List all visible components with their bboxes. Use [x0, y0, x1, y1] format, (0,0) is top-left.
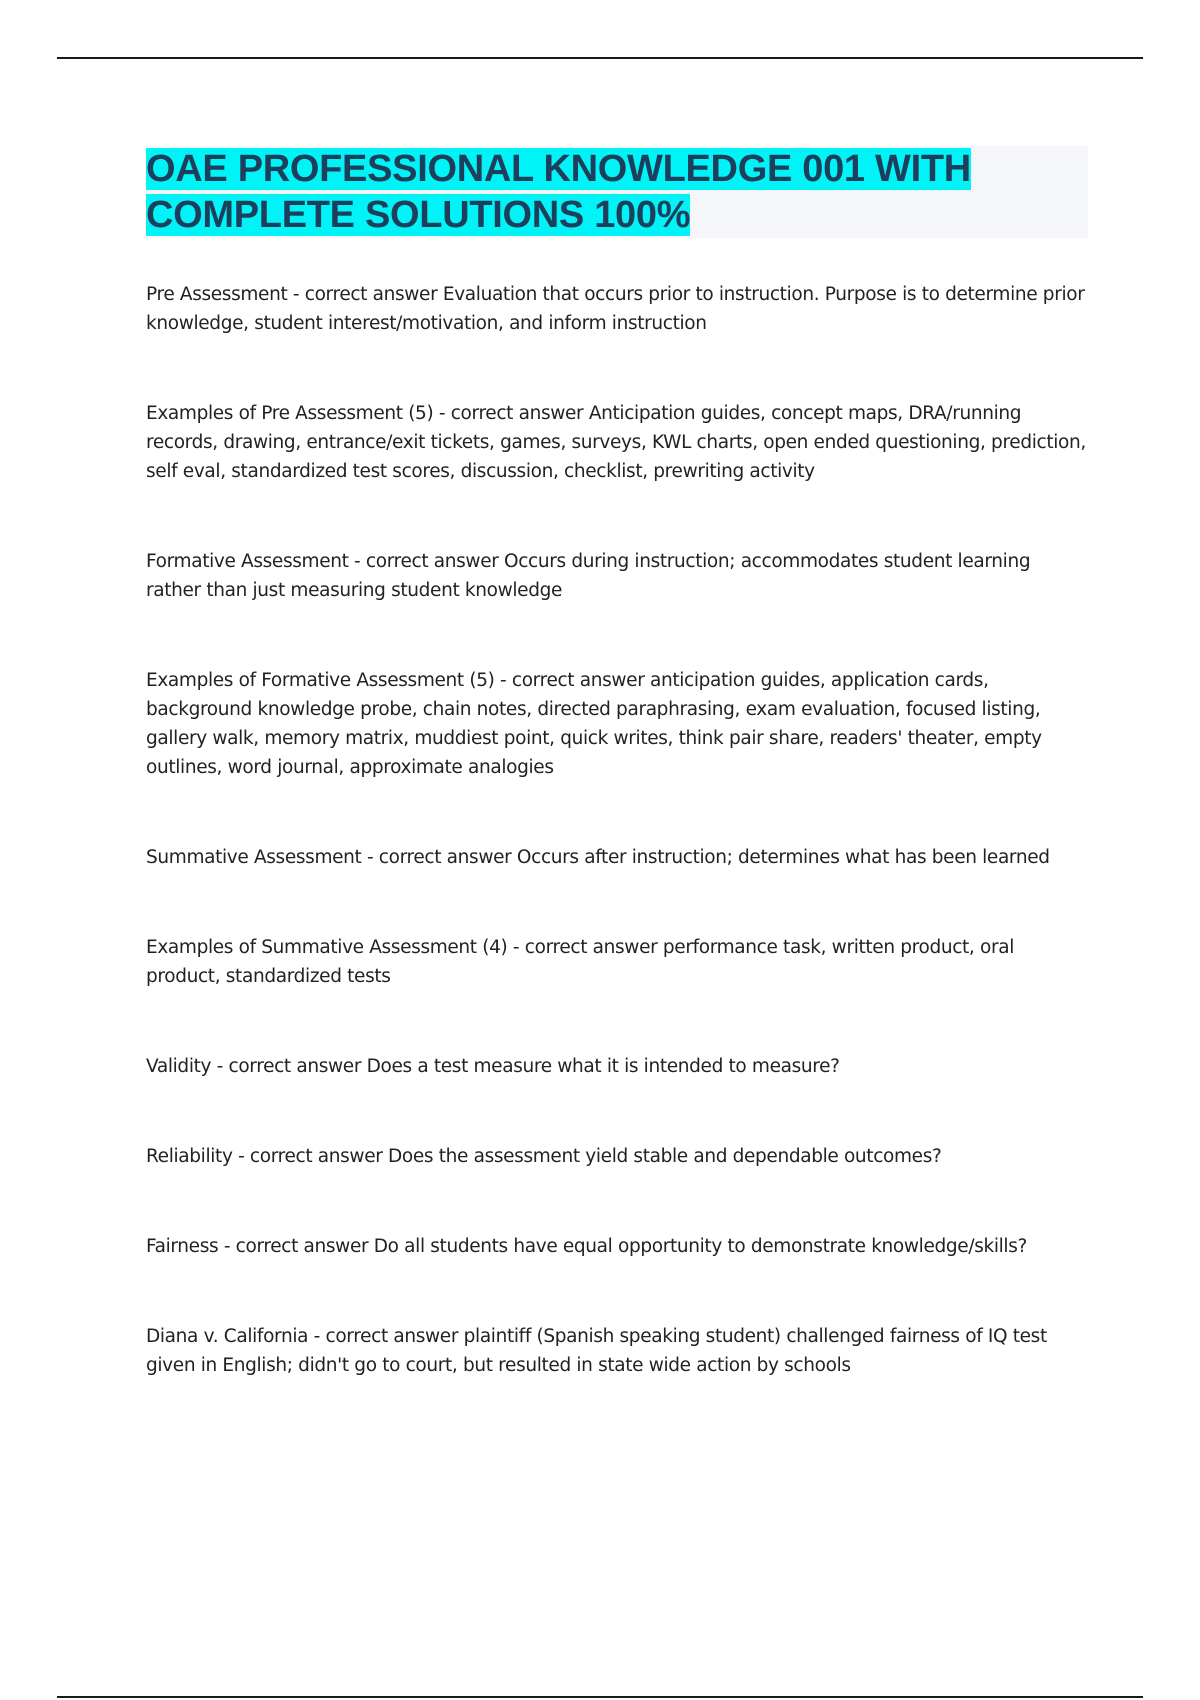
header-rule: [57, 57, 1143, 59]
title-block: [146, 146, 1088, 238]
document-body: [146, 146, 1088, 1441]
qa-entry-validity: Validity - correct answer Does a test measure what it is intended to measure?: [146, 1056, 840, 1077]
qa-entry-summative-assessment: Summative Assessment - correct answer Occurs after instruction; determines what has been learned: [146, 847, 1050, 868]
qa-entry-formative-assessment: Formative Assessment - correct answer Occurs during instruction; accommodates student learning rather than just measuring student knowledge: [146, 551, 1031, 601]
qa-entry-reliability: Reliability - correct answer Does the assessment yield stable and dependable outcomes?: [146, 1146, 942, 1167]
qa-entry-examples-pre-assessment: Examples of Pre Assessment (5) - correct answer Anticipation guides, concept maps, DRA/running records, drawing, entrance/exit tickets, games, surveys, KWL charts, open ended questioning, prediction, self eval, standardized test scores, discussion, checklist, prewriting activity: [146, 403, 1086, 482]
qa-list: [146, 280, 1088, 1380]
title-highlight: OAE PROFESSIONAL KNOWLEDGE 001 WITH COMPLETE SOLUTIONS 100%: [146, 148, 971, 236]
qa-entry-diana-v-california: Diana v. California - correct answer plaintiff (Spanish speaking student) challenged fairness of IQ test given in English; didn't go to court, but resulted in state wide action by schools: [146, 1326, 1047, 1376]
qa-entry-examples-formative-assessment: Examples of Formative Assessment (5) - correct answer anticipation guides, application cards, background knowledge probe, chain notes, directed paraphrasing, exam evaluation, focused listing, gallery walk, memory matrix, muddiest point, quick writes, think pair share, readers' theater, empty outlines, word journal, approximate analogies: [146, 670, 1042, 778]
qa-entry-examples-summative-assessment: Examples of Summative Assessment (4) - correct answer performance task, written product, oral product, standardized tests: [146, 937, 1014, 987]
qa-entry-pre-assessment: Pre Assessment - correct answer Evaluation that occurs prior to instruction. Purpose is to determine prior knowledge, student interest/motivation, and inform instruction: [146, 284, 1085, 334]
footer-rule: [57, 1696, 1143, 1698]
document-title: [146, 146, 1088, 238]
qa-entry-fairness: Fairness - correct answer Do all students have equal opportunity to demonstrate knowledge/skills?: [146, 1236, 1027, 1257]
